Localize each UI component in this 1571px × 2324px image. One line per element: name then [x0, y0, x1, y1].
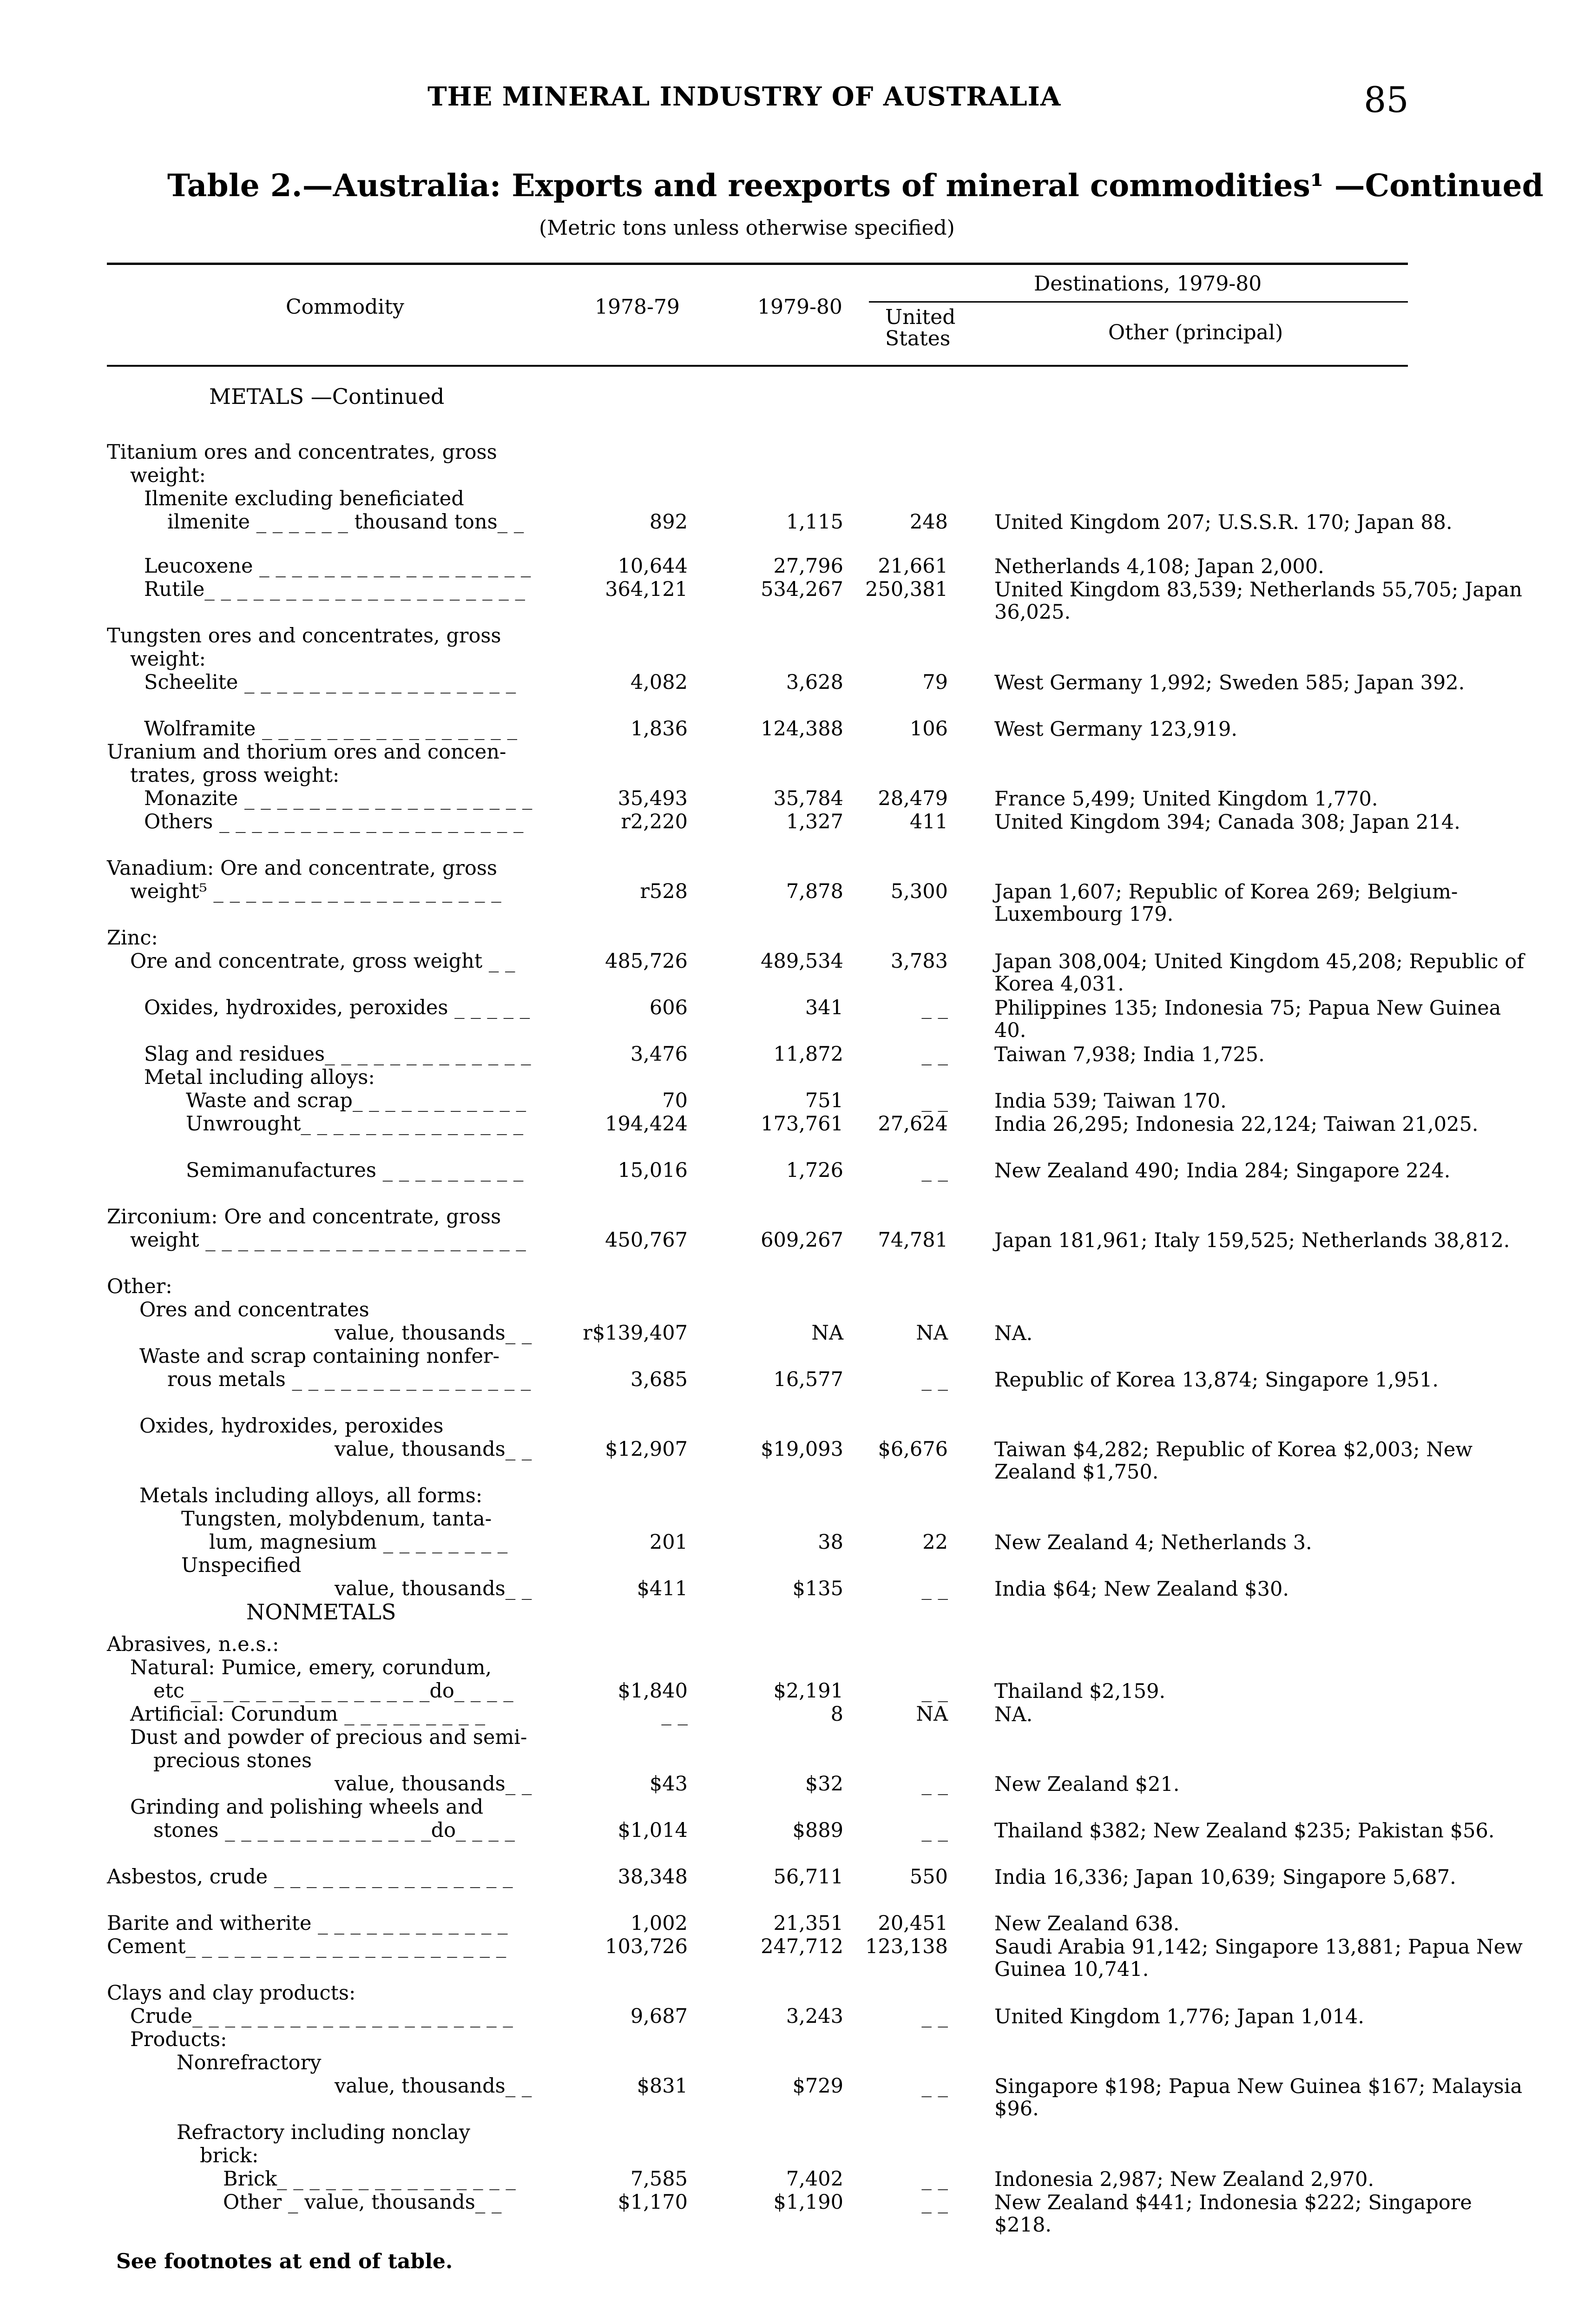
value-united-states: _ _ — [921, 1159, 948, 1182]
table-row — [0, 648, 1571, 670]
value-other-destinations: West Germany 123,919. — [994, 718, 1238, 741]
table-row — [0, 788, 1571, 809]
table-row — [0, 1773, 1571, 1795]
value-1979-80: $1,190 — [773, 2191, 843, 2214]
value-1979-80: 7,402 — [786, 2167, 843, 2191]
value-other-destinations: NA. — [994, 1322, 1033, 1345]
value-1979-80: 3,628 — [786, 671, 843, 694]
value-other-destinations: Japan 1,607; Republic of Korea 269; Belgium-Luxembourg 179. — [994, 880, 1458, 926]
table-row — [0, 927, 1571, 949]
table-row — [0, 1555, 1571, 1576]
value-united-states: NA — [916, 1703, 948, 1726]
header-1979-80: 1979-80 — [757, 295, 842, 319]
commodity-cell: Cement_ _ _ _ _ _ _ _ _ _ _ _ _ _ _ _ _ _ _ _ — [107, 1935, 506, 1958]
value-united-states: 20,451 — [878, 1912, 948, 1935]
commodity-cell: Ore and concentrate, gross weight _ _ — [130, 950, 515, 973]
table-row — [0, 811, 1571, 832]
table-row — [0, 1067, 1571, 1088]
value-1978-79: 485,726 — [605, 950, 688, 973]
header-1978-79: 1978-79 — [595, 295, 680, 319]
value-other-destinations: Japan 308,004; United Kingdom 45,208; Republic of Korea 4,031. — [994, 950, 1525, 996]
table-row — [0, 386, 1571, 407]
value-1979-80: 27,796 — [773, 555, 843, 578]
table-row — [0, 1913, 1571, 1934]
table-row — [0, 1727, 1571, 1748]
value-1979-80: 1,327 — [786, 810, 843, 833]
value-other-destinations: Thailand $2,159. — [994, 1680, 1166, 1703]
commodity-cell: Tungsten, molybdenum, tanta- — [181, 1507, 492, 1531]
value-other-destinations: India 16,336; Japan 10,639; Singapore 5,687. — [994, 1866, 1456, 1889]
value-united-states: 28,479 — [878, 787, 948, 810]
commodity-cell: Rutile_ _ _ _ _ _ _ _ _ _ _ _ _ _ _ _ _ _ _ _ — [144, 578, 526, 601]
commodity-cell: Abrasives, n.e.s.: — [107, 1633, 279, 1656]
value-1979-80: $889 — [792, 1819, 843, 1842]
table-row — [0, 718, 1571, 739]
table-row — [0, 1634, 1571, 1655]
table-row — [0, 2122, 1571, 2143]
value-other-destinations: Thailand $382; New Zealand $235; Pakistan $56. — [994, 1819, 1495, 1842]
commodity-cell: weight: — [130, 464, 206, 487]
header-destinations: Destinations, 1979-80 — [1034, 272, 1262, 296]
value-1978-79: 103,726 — [605, 1935, 688, 1958]
value-united-states: 3,783 — [890, 950, 948, 973]
value-1978-79: 4,082 — [630, 671, 688, 694]
value-1979-80: 38 — [818, 1531, 843, 1554]
table-row — [0, 996, 1571, 1042]
commodity-cell: Natural: Pumice, emery, corundum, — [130, 1656, 492, 1679]
table-row — [0, 1113, 1571, 1135]
table-row — [0, 1935, 1571, 1981]
value-1978-79: $43 — [649, 1772, 688, 1796]
table-row — [0, 880, 1571, 926]
commodity-cell: Oxides, hydroxides, peroxides _ _ _ _ _ — [144, 996, 530, 1019]
value-1978-79: 9,687 — [630, 2005, 688, 2028]
table-row — [0, 1322, 1571, 1344]
table-row — [0, 1703, 1571, 1725]
commodity-cell: Waste and scrap_ _ _ _ _ _ _ _ _ _ _ — [186, 1089, 526, 1112]
value-united-states: 79 — [922, 671, 948, 694]
value-other-destinations: Netherlands 4,108; Japan 2,000. — [994, 555, 1324, 578]
value-1978-79: 364,121 — [605, 578, 688, 601]
table-row — [0, 1043, 1571, 1065]
value-united-states: 411 — [909, 810, 948, 833]
commodity-cell: Metals including alloys, all forms: — [139, 1484, 483, 1507]
table-row — [0, 2006, 1571, 2027]
commodity-cell: Grinding and polishing wheels and — [130, 1796, 484, 1819]
value-1979-80: 341 — [805, 996, 843, 1019]
value-other-destinations: New Zealand 638. — [994, 1912, 1180, 1935]
value-united-states: _ _ — [921, 1089, 948, 1112]
value-other-destinations: France 5,499; United Kingdom 1,770. — [994, 787, 1378, 811]
value-1978-79: 1,836 — [630, 717, 688, 740]
value-1979-80: 173,761 — [761, 1112, 843, 1136]
value-other-destinations: United Kingdom 207; U.S.S.R. 170; Japan 88. — [994, 511, 1453, 534]
commodity-cell: ilmenite _ _ _ _ _ _ thousand tons_ _ — [167, 510, 524, 534]
table-row — [0, 555, 1571, 577]
destinations-rule — [869, 301, 1408, 303]
commodity-cell: Zinc: — [107, 926, 158, 950]
value-1978-79: 3,685 — [630, 1368, 688, 1391]
footnote: See footnotes at end of table. — [116, 2250, 453, 2273]
commodity-cell: Other _ value, thousands_ _ — [223, 2191, 502, 2214]
table-row — [0, 2191, 1571, 2237]
table-row — [0, 1369, 1571, 1390]
section-heading: METALS —Continued — [209, 384, 445, 409]
table-row — [0, 1438, 1571, 1484]
value-united-states: _ _ — [921, 996, 948, 1019]
value-1979-80: 56,711 — [773, 1865, 843, 1888]
table-title: Table 2.—Australia: Exports and reexports of mineral commodities¹ —Continued — [167, 167, 1544, 204]
table-row — [0, 1680, 1571, 1702]
commodity-cell: Uranium and thorium ores and concen- — [107, 740, 506, 764]
value-1979-80: 21,351 — [773, 1912, 843, 1935]
table-row — [0, 2168, 1571, 2190]
table-row — [0, 1866, 1571, 1888]
value-other-destinations: India 26,295; Indonesia 22,124; Taiwan 21,025. — [994, 1113, 1479, 1136]
table-row — [0, 741, 1571, 763]
commodity-cell: Unwrought_ _ _ _ _ _ _ _ _ _ _ _ _ _ — [186, 1112, 524, 1136]
value-other-destinations: Saudi Arabia 91,142; Singapore 13,881; Papua New Guinea 10,741. — [994, 1935, 1523, 1981]
commodity-cell: Barite and witherite _ _ _ _ _ _ _ _ _ _ _ _ — [107, 1912, 508, 1935]
value-united-states: 248 — [909, 510, 948, 534]
value-united-states: 22 — [922, 1531, 948, 1554]
commodity-cell: trates, gross weight: — [130, 764, 340, 787]
value-1978-79: r$139,407 — [583, 1321, 688, 1345]
table-row — [0, 1578, 1571, 1599]
commodity-cell: Vanadium: Ore and concentrate, gross — [107, 857, 497, 880]
value-united-states: 5,300 — [890, 880, 948, 903]
commodity-cell: Monazite _ _ _ _ _ _ _ _ _ _ _ _ _ _ _ _ _ _ — [144, 787, 532, 810]
value-united-states: _ _ — [921, 2074, 948, 2098]
value-united-states: 250,381 — [865, 578, 948, 601]
value-1979-80: 16,577 — [773, 1368, 843, 1391]
value-1979-80: $135 — [792, 1577, 843, 1600]
value-other-destinations: New Zealand $21. — [994, 1773, 1180, 1796]
value-united-states: _ _ — [921, 1819, 948, 1842]
value-united-states: 27,624 — [878, 1112, 948, 1136]
value-united-states: _ _ — [921, 1679, 948, 1703]
commodity-cell: Ores and concentrates — [139, 1298, 369, 1321]
table-row — [0, 1796, 1571, 1818]
value-other-destinations: Philippines 135; Indonesia 75; Papua New Guinea 40. — [994, 997, 1501, 1042]
value-united-states: 106 — [909, 717, 948, 740]
commodity-cell: Waste and scrap containing nonfer- — [139, 1345, 500, 1368]
value-other-destinations: Taiwan $4,282; Republic of Korea $2,003; New Zealand $1,750. — [994, 1438, 1473, 1484]
table-row — [0, 858, 1571, 879]
commodity-cell: Artificial: Corundum _ _ _ _ _ _ _ _ _ — [130, 1703, 485, 1726]
value-1979-80: 124,388 — [761, 717, 843, 740]
commodity-cell: Wolframite _ _ _ _ _ _ _ _ _ _ _ _ _ _ _ _ — [144, 717, 517, 740]
value-1978-79: 38,348 — [618, 1865, 688, 1888]
commodity-cell: Leucoxene _ _ _ _ _ _ _ _ _ _ _ _ _ _ _ _ _ — [144, 555, 531, 578]
value-united-states: _ _ — [921, 1043, 948, 1066]
commodity-cell: Scheelite _ _ _ _ _ _ _ _ _ _ _ _ _ _ _ _ _ — [144, 671, 516, 694]
table-row — [0, 1299, 1571, 1320]
value-other-destinations: NA. — [994, 1703, 1033, 1726]
value-1978-79: r2,220 — [621, 810, 688, 833]
value-1979-80: $729 — [792, 2074, 843, 2098]
value-1979-80: NA — [811, 1321, 843, 1345]
value-other-destinations: United Kingdom 1,776; Japan 1,014. — [994, 2005, 1364, 2028]
value-united-states: $6,676 — [878, 1438, 948, 1461]
value-1979-80: 35,784 — [773, 787, 843, 810]
table-row — [0, 1532, 1571, 1553]
commodity-cell: Other: — [107, 1275, 172, 1298]
table-row — [0, 1346, 1571, 1367]
table-row — [0, 1276, 1571, 1297]
value-united-states: _ _ — [921, 2191, 948, 2214]
table-row — [0, 765, 1571, 786]
value-other-destinations: New Zealand 4; Netherlands 3. — [994, 1531, 1312, 1554]
table-row — [0, 1229, 1571, 1251]
commodity-cell: lum, magnesium _ _ _ _ _ _ _ _ — [209, 1531, 508, 1554]
commodity-cell: Dust and powder of precious and semi- — [130, 1726, 527, 1749]
commodity-cell: value, thousands_ _ — [335, 1438, 532, 1461]
value-1979-80: 751 — [805, 1089, 843, 1112]
value-1979-80: 8 — [830, 1703, 843, 1726]
header-other-principal: Other (principal) — [1108, 321, 1283, 344]
value-united-states: _ _ — [921, 1772, 948, 1796]
table-row — [0, 1982, 1571, 2004]
commodity-cell: Titanium ores and concentrates, gross — [107, 441, 497, 464]
value-1978-79: 15,016 — [618, 1159, 688, 1182]
value-1978-79: $12,907 — [605, 1438, 688, 1461]
value-1979-80: 1,115 — [786, 510, 843, 534]
value-1978-79: 194,424 — [605, 1112, 688, 1136]
header-bottom-rule — [107, 365, 1408, 367]
value-1978-79: 10,644 — [618, 555, 688, 578]
value-other-destinations: New Zealand 490; India 284; Singapore 224. — [994, 1159, 1451, 1182]
commodity-cell: Asbestos, crude _ _ _ _ _ _ _ _ _ _ _ _ _ _ _ — [107, 1865, 513, 1888]
header-commodity: Commodity — [286, 295, 404, 319]
commodity-cell: Others _ _ _ _ _ _ _ _ _ _ _ _ _ _ _ _ _ _ _ — [144, 810, 524, 833]
table-row — [0, 2052, 1571, 2073]
header-united-states: United States — [885, 305, 956, 350]
commodity-cell: Nonrefractory — [177, 2051, 322, 2074]
value-other-destinations: West Germany 1,992; Sweden 585; Japan 392. — [994, 671, 1465, 694]
table-row — [0, 1160, 1571, 1181]
value-other-destinations: Japan 181,961; Italy 159,525; Netherlands 38,812. — [994, 1229, 1510, 1252]
commodity-cell: Zirconium: Ore and concentrate, gross — [107, 1205, 501, 1228]
commodity-cell: Ilmenite excluding beneficiated — [144, 487, 464, 510]
commodity-cell: rous metals _ _ _ _ _ _ _ _ _ _ _ _ _ _ _ — [167, 1368, 531, 1391]
value-united-states: 550 — [909, 1865, 948, 1888]
commodity-cell: weight: — [130, 647, 206, 671]
value-other-destinations: United Kingdom 83,539; Netherlands 55,705; Japan 36,025. — [994, 578, 1522, 624]
value-1979-80: 1,726 — [786, 1159, 843, 1182]
value-other-destinations: Singapore $198; Papua New Guinea $167; Malaysia $96. — [994, 2075, 1523, 2120]
commodity-cell: Tungsten ores and concentrates, gross — [107, 624, 501, 647]
value-1978-79: 1,002 — [630, 1912, 688, 1935]
commodity-cell: value, thousands_ _ — [335, 2074, 532, 2098]
value-1979-80: $32 — [805, 1772, 843, 1796]
page-number: 85 — [1364, 79, 1409, 120]
value-1978-79: 606 — [649, 996, 688, 1019]
table-row — [0, 465, 1571, 486]
commodity-cell: Clays and clay products: — [107, 1981, 356, 2005]
commodity-cell: weight _ _ _ _ _ _ _ _ _ _ _ _ _ _ _ _ _ _ _ _ — [130, 1228, 526, 1252]
value-1978-79: $1,170 — [618, 2191, 688, 2214]
table-row — [0, 1508, 1571, 1530]
value-united-states: 123,138 — [865, 1935, 948, 1958]
running-head: THE MINERAL INDUSTRY OF AUSTRALIA — [427, 81, 1061, 112]
value-1979-80: 247,712 — [761, 1935, 843, 1958]
table-row — [0, 1415, 1571, 1437]
commodity-cell: Semimanufactures _ _ _ _ _ _ _ _ _ — [186, 1159, 524, 1182]
table-row — [0, 1657, 1571, 1678]
table-row — [0, 1206, 1571, 1228]
commodity-cell: weight⁵ _ _ _ _ _ _ _ _ _ _ _ _ _ _ _ _ _ _ — [130, 880, 501, 903]
value-1979-80: 7,878 — [786, 880, 843, 903]
value-1978-79: 201 — [649, 1531, 688, 1554]
table-row — [0, 2145, 1571, 2166]
value-other-destinations: India 539; Taiwan 170. — [994, 1089, 1227, 1113]
commodity-cell: brick: — [200, 2144, 259, 2167]
commodity-cell: Crude_ _ _ _ _ _ _ _ _ _ _ _ _ _ _ _ _ _ _ _ — [130, 2005, 513, 2028]
value-1978-79: _ _ — [661, 1703, 688, 1726]
commodity-cell: value, thousands_ _ — [335, 1577, 532, 1600]
commodity-cell: etc _ _ _ _ _ _ _ _ _ _ _ _ _ _ _do_ _ _ _ — [153, 1679, 513, 1703]
commodity-cell: precious stones — [153, 1749, 312, 1772]
table-row — [0, 950, 1571, 996]
value-united-states: 74,781 — [878, 1228, 948, 1252]
top-rule — [107, 263, 1408, 265]
table-row — [0, 625, 1571, 647]
commodity-cell: Brick_ _ _ _ _ _ _ _ _ _ _ _ _ _ _ — [223, 2167, 516, 2191]
table-row — [0, 1485, 1571, 1506]
table-row — [0, 2029, 1571, 2050]
value-united-states: _ _ — [921, 1577, 948, 1600]
commodity-cell: Slag and residues_ _ _ _ _ _ _ _ _ _ _ _ _ — [144, 1043, 531, 1066]
table-row — [0, 672, 1571, 693]
value-united-states: NA — [916, 1321, 948, 1345]
value-united-states: _ _ — [921, 2005, 948, 2028]
commodity-cell: Products: — [130, 2028, 227, 2051]
table-row — [0, 1750, 1571, 1771]
value-1978-79: 35,493 — [618, 787, 688, 810]
table-row — [0, 578, 1571, 624]
value-1978-79: 450,767 — [605, 1228, 688, 1252]
value-1978-79: 70 — [662, 1089, 688, 1112]
table-row — [0, 1820, 1571, 1841]
value-united-states: 21,661 — [878, 555, 948, 578]
commodity-cell: Refractory including nonclay — [177, 2121, 470, 2144]
table-subtitle: (Metric tons unless otherwise specified) — [539, 216, 955, 240]
section-heading: NONMETALS — [246, 1599, 396, 1624]
value-other-destinations: Indonesia 2,987; New Zealand 2,970. — [994, 2168, 1374, 2191]
value-1978-79: $1,840 — [618, 1679, 688, 1703]
value-1978-79: 892 — [649, 510, 688, 534]
table-row — [0, 2074, 1571, 2120]
commodity-cell: stones _ _ _ _ _ _ _ _ _ _ _ _ _do_ _ _ _ — [153, 1819, 515, 1842]
value-other-destinations: New Zealand $441; Indonesia $222; Singapore $218. — [994, 2191, 1472, 2237]
value-1978-79: $411 — [637, 1577, 688, 1600]
table-row — [0, 511, 1571, 533]
value-1979-80: 609,267 — [761, 1228, 843, 1252]
value-1978-79: $831 — [637, 2074, 688, 2098]
commodity-cell: Metal including alloys: — [144, 1066, 375, 1089]
value-1979-80: $19,093 — [761, 1438, 843, 1461]
value-other-destinations: Taiwan 7,938; India 1,725. — [994, 1043, 1265, 1066]
value-other-destinations: India $64; New Zealand $30. — [994, 1578, 1289, 1601]
commodity-cell: value, thousands_ _ — [335, 1772, 532, 1796]
value-1978-79: 3,476 — [630, 1043, 688, 1066]
table-row — [0, 1090, 1571, 1111]
commodity-cell: value, thousands_ _ — [335, 1321, 532, 1345]
value-united-states: _ _ — [921, 1368, 948, 1391]
value-united-states: _ _ — [921, 2167, 948, 2191]
value-other-destinations: United Kingdom 394; Canada 308; Japan 214. — [994, 811, 1460, 834]
table-row — [0, 1601, 1571, 1623]
value-other-destinations: Republic of Korea 13,874; Singapore 1,951. — [994, 1368, 1439, 1392]
value-1978-79: $1,014 — [618, 1819, 688, 1842]
commodity-cell: Oxides, hydroxides, peroxides — [139, 1414, 444, 1438]
value-1979-80: $2,191 — [773, 1679, 843, 1703]
table-row — [0, 488, 1571, 509]
table-row — [0, 442, 1571, 463]
value-1979-80: 3,243 — [786, 2005, 843, 2028]
commodity-cell: Unspecified — [181, 1554, 302, 1577]
value-1979-80: 534,267 — [761, 578, 843, 601]
value-1979-80: 489,534 — [761, 950, 843, 973]
value-1978-79: 7,585 — [630, 2167, 688, 2191]
value-1979-80: 11,872 — [773, 1043, 843, 1066]
value-1978-79: r528 — [640, 880, 688, 903]
